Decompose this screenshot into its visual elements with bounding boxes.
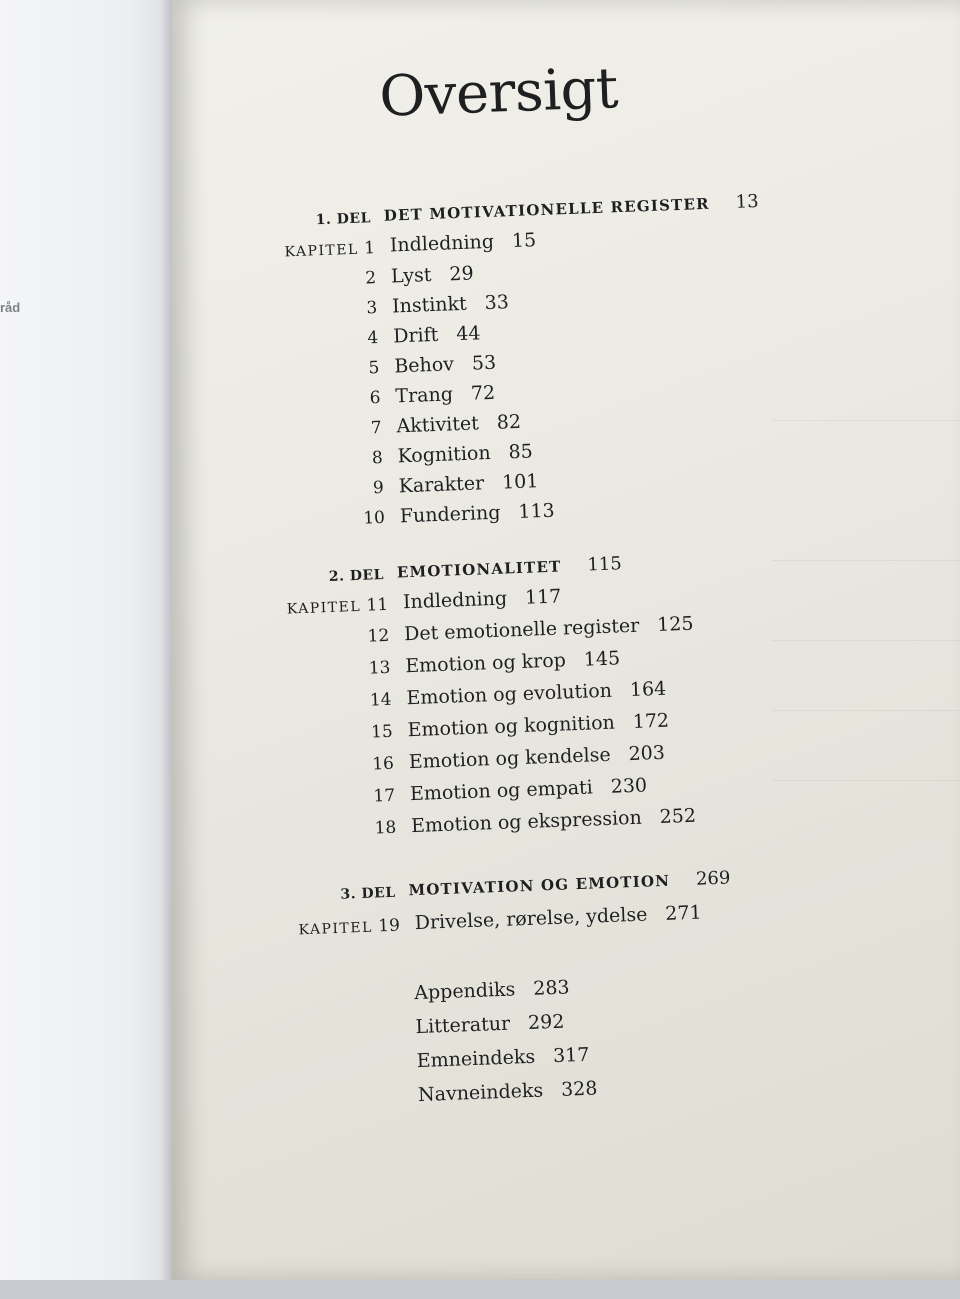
toc-entry-title: Emotion og evolution xyxy=(406,679,613,710)
appendix-entry-title: Emneindeks xyxy=(416,1045,536,1073)
toc-entry-title: Det emotionelle register xyxy=(403,614,640,646)
toc-entry-page: 44 xyxy=(455,322,481,346)
toc-entry-title: Indledning xyxy=(402,587,508,614)
toc-entry xyxy=(396,411,521,438)
chapter-number: 5 xyxy=(368,358,380,379)
toc-entry-title: Indledning xyxy=(389,230,495,257)
chapter-number: 13 xyxy=(368,657,391,679)
toc-entry-title: Emotion og krop xyxy=(404,649,567,678)
toc-entry-title: Emotion og empati xyxy=(409,776,594,806)
toc-entry xyxy=(397,440,533,467)
toc-entry xyxy=(399,500,555,528)
chapter-number: 9 xyxy=(372,477,385,499)
appendix-entry-title: Navneindeks xyxy=(417,1079,544,1107)
appendix-entry-title: Appendiks xyxy=(413,978,516,1005)
toc-entry-page: 117 xyxy=(524,585,562,609)
toc-entry-page: 72 xyxy=(470,381,496,405)
toc-entry-page: 82 xyxy=(496,410,522,434)
chapter-number: 16 xyxy=(371,753,395,775)
chapter-number: 10 xyxy=(362,507,386,529)
chapter-number: 17 xyxy=(373,785,396,807)
appendix-entry xyxy=(414,976,570,1004)
toc-entry-page: 85 xyxy=(508,440,534,464)
appendix-entry-page: 328 xyxy=(560,1077,598,1101)
toc-entry-page: 101 xyxy=(501,470,539,494)
toc-entry xyxy=(392,291,510,317)
toc-entry xyxy=(410,774,648,805)
part-label: 2. DEL xyxy=(328,566,385,585)
toc-entry-title: Fundering xyxy=(399,501,501,528)
page-title: Oversigt xyxy=(378,56,619,130)
toc-entry xyxy=(414,902,702,935)
part-title xyxy=(408,867,731,900)
chapter-num: 11 xyxy=(366,594,389,616)
toc-entry xyxy=(398,470,538,497)
toc-entry xyxy=(411,805,697,837)
part-title-text: DET MOTIVATIONELLE REGISTER xyxy=(383,194,711,225)
appendix-entry-page: 283 xyxy=(532,976,570,1000)
part-page-number: 115 xyxy=(587,553,623,576)
toc-entry-title: Emotion og ekspression xyxy=(410,806,643,838)
chapter-number: 18 xyxy=(374,817,397,839)
part-title xyxy=(383,191,759,226)
part-title-text: MOTIVATION OG EMOTION xyxy=(408,871,671,900)
chapter-kapitel-label: KAPITEL xyxy=(284,241,360,261)
toc-entry-title: Drivelse, rørelse, ydelse xyxy=(414,903,648,935)
appendix-entry xyxy=(416,1044,589,1072)
chapter-kapitel-label: KAPITEL xyxy=(286,598,362,618)
toc-entry xyxy=(405,647,621,677)
toc-entry-title: Behov xyxy=(393,353,455,378)
toc-entry-page: 33 xyxy=(484,291,510,315)
part-page-number: 13 xyxy=(735,190,759,213)
toc-entry-page: 164 xyxy=(629,677,667,702)
toc-entry xyxy=(404,613,694,646)
chapter-num: 19 xyxy=(377,915,401,937)
toc-entry-title: Instinkt xyxy=(391,292,468,318)
toc-entry xyxy=(393,322,481,347)
left-page-snippet: råd xyxy=(0,300,21,315)
toc-entry xyxy=(394,352,497,378)
toc-entry-title: Trang xyxy=(395,383,454,408)
toc-entry-page: 145 xyxy=(583,647,621,671)
chapter-number: 2 xyxy=(364,268,377,289)
toc-entry xyxy=(408,742,665,773)
toc-entry-page: 15 xyxy=(511,229,537,253)
toc-entry xyxy=(407,710,669,742)
appendix-entry xyxy=(415,1011,565,1038)
part-title-text: EMOTIONALITET xyxy=(396,557,562,582)
chapter-number: 14 xyxy=(369,689,392,711)
toc-entry-page: 29 xyxy=(449,262,475,286)
part-page-number: 269 xyxy=(695,867,731,890)
toc-entry-title: Drift xyxy=(392,323,439,348)
chapter-kapitel-label: KAPITEL xyxy=(298,919,374,939)
toc-entry xyxy=(403,585,562,613)
toc-entry-title: Kognition xyxy=(397,441,491,468)
part-title xyxy=(397,553,623,582)
toc-entry-title: Lyst xyxy=(390,264,432,288)
toc-entry-title: Karakter xyxy=(398,472,485,498)
chapter-number: 12 xyxy=(367,625,390,647)
chapter-num: 1 xyxy=(363,238,376,259)
toc-entry-page: 125 xyxy=(656,612,694,636)
toc-entry xyxy=(406,678,666,710)
appendix-entry-page: 292 xyxy=(527,1010,565,1034)
appendix-entry-page: 317 xyxy=(552,1043,590,1068)
toc-entry-page: 230 xyxy=(610,774,648,798)
toc-entry-page: 271 xyxy=(664,901,702,925)
chapter-number: 15 xyxy=(370,721,394,743)
chapter-number: 7 xyxy=(370,417,382,439)
toc-entry-page: 172 xyxy=(632,709,670,733)
chapter-number: 3 xyxy=(366,298,378,319)
toc-entry-page: 113 xyxy=(517,499,556,523)
chapter-number xyxy=(155,238,376,266)
toc-entry-title: Aktivitet xyxy=(396,412,480,438)
chapter-number: 8 xyxy=(371,447,384,469)
part-label: 1. DEL xyxy=(315,210,372,229)
toc-entry-title: Emotion og kendelse xyxy=(408,743,612,774)
chapter-number: 4 xyxy=(367,328,379,349)
appendix-entry-title: Litteratur xyxy=(415,1012,511,1039)
toc-entry-page: 203 xyxy=(628,741,666,766)
chapter-number xyxy=(168,595,389,623)
toc-entry-page: 252 xyxy=(659,804,697,829)
chapter-number: 6 xyxy=(369,387,381,409)
toc-entry-page: 53 xyxy=(471,351,497,375)
toc-entry-title: Emotion og kognition xyxy=(407,711,616,742)
part-label: 3. DEL xyxy=(340,884,396,903)
toc-entry xyxy=(395,382,495,408)
toc-entry xyxy=(391,262,474,287)
appendix-entry xyxy=(418,1078,598,1107)
chapter-number xyxy=(180,916,401,944)
toc-entry xyxy=(390,229,537,256)
